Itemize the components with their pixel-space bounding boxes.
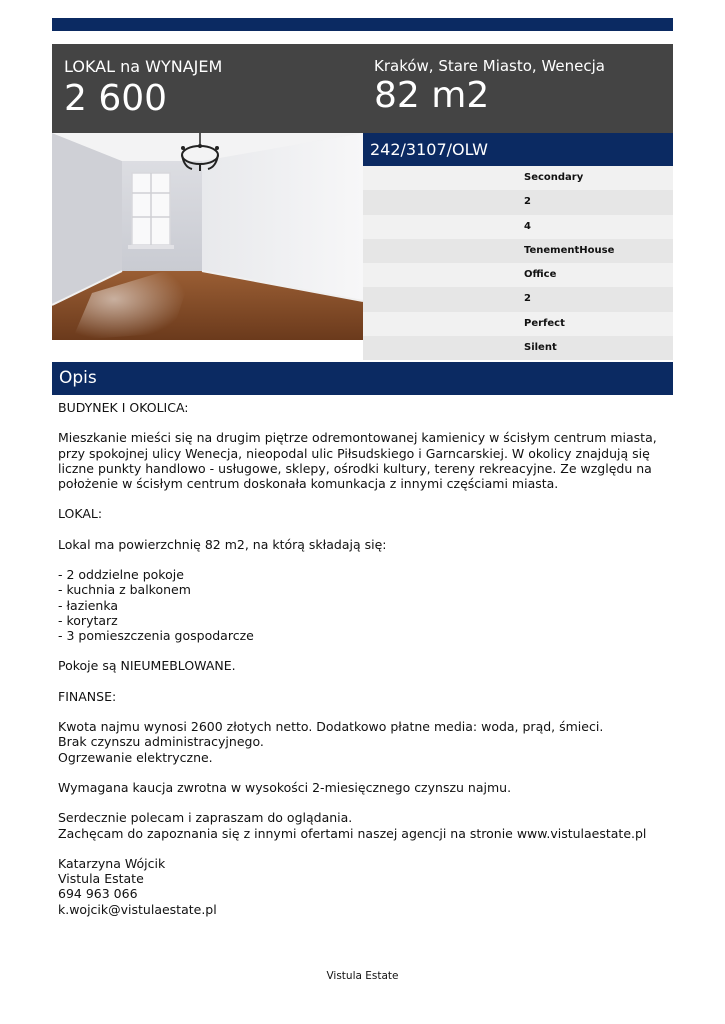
description-line: położenie w ścisłym centrum doskonała komunkacja z innymi częściami miasta.	[58, 476, 559, 491]
description-text	[58, 400, 668, 917]
description-line	[58, 491, 668, 506]
offer-header	[52, 44, 673, 133]
description-line: - kuchnia z balkonem	[58, 582, 191, 598]
description-line: Kwota najmu wynosi 2600 złotych netto. Dodatkowo płatne media: woda, prąd, śmieci.	[58, 719, 604, 735]
description-line: - 2 oddzielne pokoje	[58, 567, 184, 583]
description-line: FINANSE:	[58, 688, 117, 704]
offer-type: LOKAL na WYNAJEM	[64, 57, 223, 76]
description-line: LOKAL:	[58, 506, 103, 522]
description-line: - 3 pomieszczenia gospodarcze	[58, 627, 254, 643]
description-line	[58, 643, 668, 658]
footer-agency: Vistula Estate	[326, 970, 399, 982]
param-usage: Office	[363, 263, 673, 287]
description-line: Brak czynszu administracyjnego.	[58, 734, 264, 750]
room-photo	[52, 133, 363, 340]
description-line	[58, 522, 668, 537]
description-line: k.wojcik@vistulaestate.pl	[58, 901, 217, 917]
description-line: Pokoje są NIEUMEBLOWANE.	[58, 658, 236, 674]
description-line	[58, 552, 668, 567]
param-rooms: 2	[363, 287, 673, 311]
param-floor: 2	[363, 190, 673, 214]
description-line: Ogrzewanie elektryczne.	[58, 749, 213, 765]
description-line: - łazienka	[58, 597, 119, 613]
offer-location: Kraków, Stare Miasto, Wenecja	[374, 57, 605, 75]
param-market: Secondary	[363, 166, 673, 190]
description-line: przy spokojnej ulicy Wenecja, nieopodal ulic Piłsudskiego i Garncarskiej. W okolicy znajdują się	[58, 445, 650, 461]
description-line: Zachęcam do zapoznania się z innymi ofertami naszej agencji na stronie www.vistulaestate.pl	[58, 825, 647, 841]
description-line	[58, 704, 668, 719]
description-line	[58, 765, 668, 780]
offer-summary	[64, 57, 222, 119]
description-line: Mieszkanie mieści się na drugim piętrze odremontowanej kamienicy w ścisłym centrum miasta,	[58, 430, 657, 446]
offer-price: 2 600	[64, 78, 168, 119]
offer-area: 82 m2	[374, 75, 490, 116]
description-line	[58, 674, 668, 689]
property-params-table	[363, 166, 673, 360]
description-line: liczne punkty handlowo - usługowe, sklepy, ośrodki kultury, tereny rekreacyjne. Ze względu na	[58, 460, 652, 476]
description-line: Wymagana kaucja zwrotna w wysokości 2-miesięcznego czynszu najmu.	[58, 779, 512, 795]
description-section-title: Opis	[52, 362, 673, 395]
param-noise: Silent	[363, 336, 673, 360]
description-line: - korytarz	[58, 612, 118, 628]
description-line: Serdecznie polecam i zapraszam do oglądania.	[58, 810, 353, 826]
description-line: BUDYNEK I OKOLICA:	[58, 400, 189, 415]
param-condition: Perfect	[363, 312, 673, 336]
reference-number: 242/3107/OLW	[363, 133, 673, 166]
param-floors-total: 4	[363, 215, 673, 239]
description-line: Katarzyna Wójcik	[58, 855, 166, 871]
top-accent-bar	[52, 18, 673, 31]
description-line	[58, 415, 668, 430]
description-line	[58, 795, 668, 810]
offer-location-block	[374, 56, 605, 116]
description-line: Vistula Estate	[58, 871, 144, 887]
description-line	[58, 841, 668, 856]
description-line: Lokal ma powierzchnię 82 m2, na którą składają się:	[58, 536, 387, 552]
description-line: 694 963 066	[58, 886, 138, 902]
param-building-type: TenementHouse	[363, 239, 673, 263]
room-photo-image	[52, 133, 363, 340]
